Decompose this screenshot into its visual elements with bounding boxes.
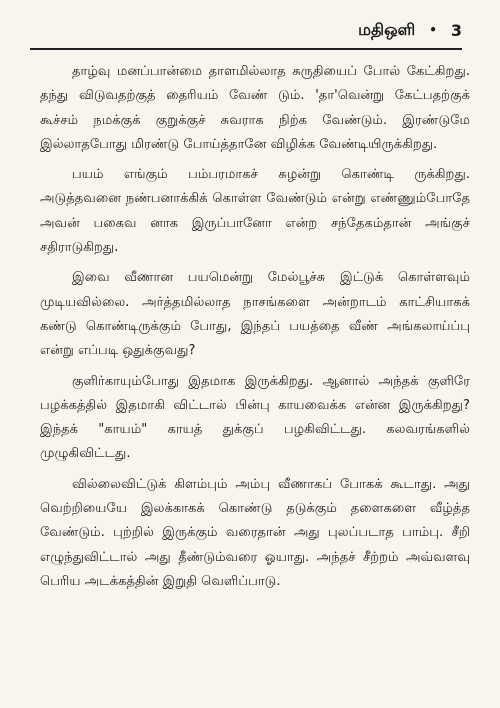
paragraph-4: குளிர்காயும்போது இதமாக இருக்கிறது. ஆனால் அந்தக் குளிரே பழக்கத்தில் இதமாகி விட்டால் பின்பு காயவைக்க என்ன இருக்கிறது? இந்தக் "காயம்" காயத் துக்குப் பழகிவிட்டது. கலவரங்களில் முழுகிவிட்டது. (40, 373, 470, 462)
page-body (40, 60, 470, 600)
header-separator: • (429, 23, 437, 37)
paragraph-2: பயம் எங்கும் பம்பரமாகச் சுழன்று கொண்டி ருக்கிறது. அடுத்தவனை நண்பனாக்கிக் கொள்ள வேண்டும் என்று எண்ணும்போதே அவன் பகைவ னாக இருப்பானோ என்ற சந்தேகம்தான் அங்குச் சதிராடுகிறது. (40, 167, 470, 256)
paragraph-3: இவை வீணான பயமென்று மேல்பூச்சு இட்டுக் கொள்ளவும் முடியவில்லை. அர்த்தமில்லாத நாசங்களை அன்றாடம் காட்சியாகக் கண்டு கொண்டிருக்கும் போது, இந்தப் பயத்தை வீண் அங்கலாய்ப்பு என்று எப்படி ஒதுக்குவது? (40, 270, 470, 359)
page-number: 3 (450, 20, 462, 40)
paragraph-5: வில்லைவிட்டுக் கிளம்பும் அம்பு வீணாகப் போகக் கூடாது. அது வெற்றியையே இலக்காகக் கொண்டு தடுக்கும் தளைகளை வீழ்த்த வேண்டும். புற்றில் இருக்கும் வரைதான் அது புலப்படாத பாம்பு. சீறி எழுந்துவிட்டால் அது தீண்டும்வரை ஓயாது. அந்தச் சீற்றம் அவ்வளவு பெரிய அடக்கத்தின் இறுதி வெளிப்பாடு. (40, 476, 470, 589)
header-title: மதிஒளி (358, 19, 416, 39)
paragraph-1: தாழ்வு மனப்பான்மை தாளமில்லாத சுருதியைப் போல் கேட்கிறது. தந்து விடுவதற்குத் தைரியம் வேண் டும். 'தா'வென்று கேட்பதற்குக் கூச்சம் நமக்குக் குறுக்குச் சுவராக நிற்க வேண்டும். இரண்டுமே இல்லாதபோது மிரண்டு போய்த்தானே விழிக்க வேண்டியிருக்கிறது. (40, 64, 470, 152)
running-header (30, 12, 462, 50)
